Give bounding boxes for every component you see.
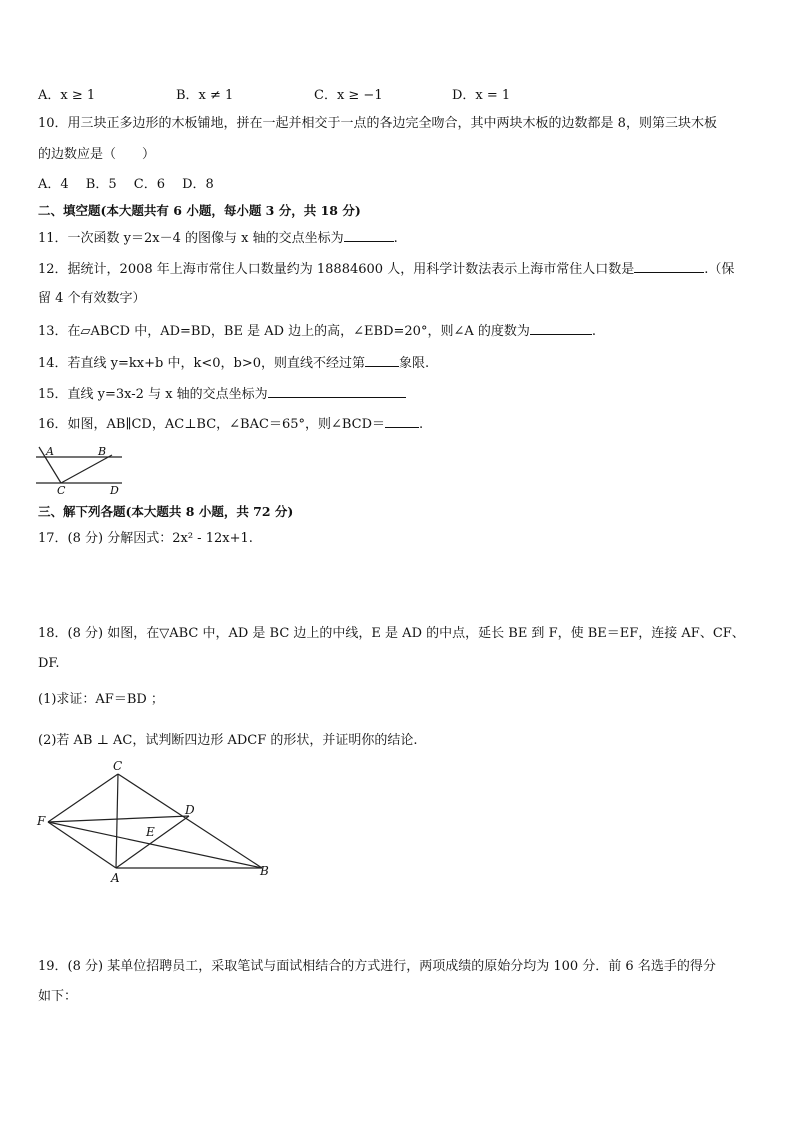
q18-line1: 18．(8 分) 如图，在▽ABC 中，AD 是 BC 边上的中线，E 是 AD 的中点，延长 BE 到 F，使 BE＝EF，连接 AF、CF、 — [38, 626, 745, 641]
label-a: A — [46, 445, 54, 458]
q13-blank — [530, 322, 592, 335]
q18-part1: (1)求证：AF＝BD ； — [38, 692, 164, 707]
segment-fb — [48, 822, 262, 868]
label-b: B — [98, 445, 107, 458]
segment-fd — [48, 816, 189, 822]
q12 — [38, 260, 734, 279]
q15-text: 15．直线 y=3x-2 与 x 轴的交点坐标为 — [38, 387, 268, 402]
label-d: D — [185, 803, 195, 817]
label-d: D — [110, 484, 119, 497]
q11-text: 11．一次函数 y＝2x－4 的图像与 x 轴的交点坐标为 — [38, 231, 344, 246]
q16-figure — [34, 444, 126, 498]
segment-fc — [48, 774, 118, 822]
label-e: E — [146, 825, 155, 839]
q13-end: . — [591, 324, 597, 339]
segment-ca — [116, 774, 118, 868]
label-a: A — [111, 871, 120, 885]
q12-text: 12．据统计，2008 年上海市常住人口数量约为 18884600 人，用科学计数法表示上海市常住人口数是 — [38, 262, 635, 277]
q12-blank — [634, 260, 704, 273]
q11 — [38, 229, 398, 248]
q15-blank — [268, 385, 406, 398]
label-f: F — [37, 814, 46, 828]
q16 — [38, 415, 423, 434]
q16-blank — [385, 415, 419, 428]
q12-line2: 留 4 个有效数字） — [38, 291, 146, 306]
q10-line1: 10．用三块正多边形的木板铺地，拼在一起并相交于一点的各边完全吻合，其中两块木板的边数都是 8，则第三块木板 — [38, 116, 717, 131]
q18-figure — [34, 758, 274, 888]
q13-text: 13．在▱ABCD 中，AD=BD，BE 是 AD 边上的高，∠EBD=20°，则∠A 的度数为 — [38, 324, 530, 339]
q9-option-b: B．x ≠ 1 — [176, 88, 234, 103]
label-b: B — [260, 864, 269, 878]
q10-line2: 的边数应是（ ） — [38, 147, 156, 162]
q12-end: .（保 — [704, 262, 735, 277]
q18-part2: (2)若 AB ⊥ AC，试判断四边形 ADCF 的形状，并证明你的结论. — [38, 733, 418, 748]
q14 — [38, 354, 429, 373]
section2-title: 二、填空题(本大题共有 6 小题，每小题 3 分，共 18 分) — [38, 203, 361, 218]
segment-ad — [116, 816, 189, 868]
q18-line2: DF. — [38, 656, 60, 671]
label-c: C — [57, 484, 66, 497]
q17: 17．(8 分) 分解因式：2x² - 12x+1. — [38, 531, 253, 546]
q11-end: . — [393, 231, 398, 246]
q9-option-a: A．x ≥ 1 — [38, 88, 96, 103]
q19-line2: 如下： — [38, 989, 78, 1004]
line-bc — [61, 455, 112, 483]
q10-options: A．4 B．5 C．6 D．8 — [38, 177, 214, 192]
q16-text: 16．如图，AB∥CD，AC⊥BC，∠BAC＝65°，则∠BCD＝ — [38, 417, 386, 432]
q14-text: 14．若直线 y=kx+b 中，k<0，b>0，则直线不经过第 — [38, 356, 365, 371]
segment-cb — [118, 774, 262, 868]
q16-end: . — [419, 417, 424, 432]
q11-blank — [344, 229, 394, 242]
label-c: C — [113, 759, 123, 773]
section3-title: 三、解下列各题(本大题共 8 小题，共 72 分) — [38, 504, 294, 519]
q15 — [38, 385, 406, 404]
q13 — [38, 322, 596, 341]
q9-option-d: D．x = 1 — [452, 88, 511, 103]
q14-end: 象限. — [399, 356, 430, 371]
q19-line1: 19．(8 分) 某单位招聘员工，采取笔试与面试相结合的方式进行，两项成绩的原始分均为 100 分．前 6 名选手的得分 — [38, 959, 716, 974]
q14-blank — [365, 354, 399, 367]
q9-option-c: C．x ≥ −1 — [314, 88, 383, 103]
